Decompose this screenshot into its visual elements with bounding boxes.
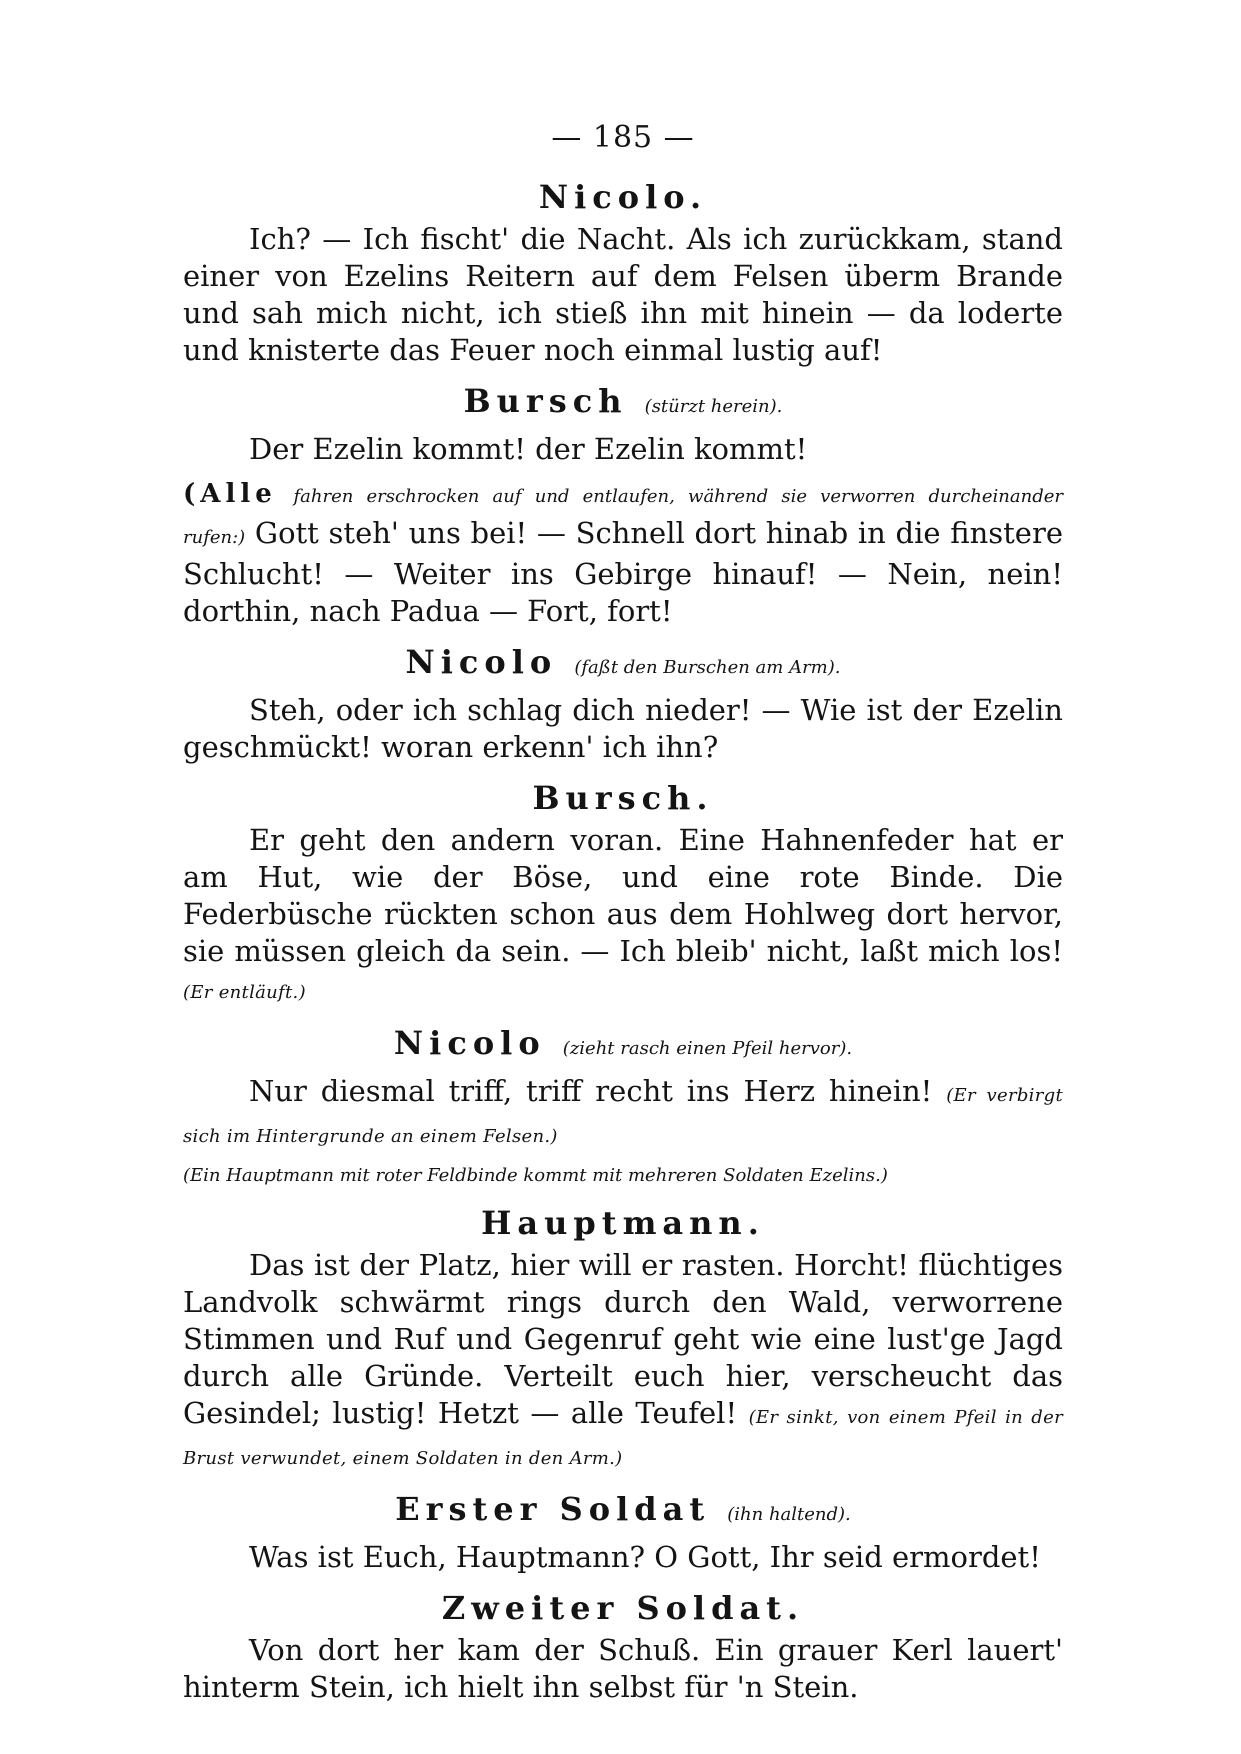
speaker-heading [183,778,1063,818]
speech-paragraph [183,822,1063,1011]
speaker-heading [183,1023,1063,1069]
stage-direction-paragraph: (Ein Hauptmann mit roter Feldbinde kommt mit mehreren Soldaten Ezelins.) [183,1165,888,1186]
page-number: — 185 — [551,120,695,155]
speaker-heading [183,1588,1063,1628]
speech-paragraph: Was ist Euch, Hauptmann? O Gott, Ihr seid ermordet! [249,1540,1041,1574]
stage-direction: (stürzt herein). [644,396,783,417]
speaker-name: Nicolo [393,1024,546,1062]
speech-paragraph [183,1247,1063,1477]
speech-text: Er geht den andern voran. Eine Hahnenfeder hat er am Hut, wie der Böse, und eine rote Binde. Die Federbüsche rückten schon aus dem Hohlweg dort hervor, sie müssen gleich da sein. — Ich bleib' nicht, laßt mich los! [183,823,1063,968]
speaker-heading [183,381,1063,427]
speaker-name: Bursch [463,382,628,420]
speech-paragraph: Der Ezelin kommt! der Ezelin kommt! [249,432,808,466]
stage-direction-paragraph [183,474,1063,630]
book-page [183,120,1063,1712]
stage-direction: (Er verbirgt sich im Hintergrunde an einem Felsen.) [183,1085,1064,1147]
speaker-name: Bursch. [532,779,714,817]
speech-paragraph [183,1073,1063,1155]
speaker-name: Erster Soldat [395,1490,711,1528]
stage-character-name: (Alle [183,479,277,509]
speech-paragraph: Von dort her kam der Schuß. Ein grauer Kerl lauert' hinterm Stein, ich hielt ihn selbst für 'n Stein. [183,1633,1063,1704]
stage-direction: fahren erschrocken auf und entlaufen, während sie verworren durcheinander rufen:) [183,486,1063,548]
speaker-name: Nicolo [405,643,558,681]
stage-direction: (Er sinkt, von einem Pfeil in der Brust verwundet, einem Soldaten in den Arm.) [183,1407,1063,1469]
stage-direction: (Er entläuft.) [183,982,306,1003]
stage-direction: (zieht rasch einen Pfeil hervor). [562,1038,853,1059]
stage-direction: (faßt den Burschen am Arm). [574,657,841,678]
speech-text: Nur diesmal triff, triff recht ins Herz hinein! [249,1074,933,1108]
speaker-heading [183,1489,1063,1535]
speech-text: Das ist der Platz, hier will er rasten. Horcht! flüchtiges Landvolk schwärmt rings durch den Wald, verworrene Stimmen und Ruf und Gegenruf geht wie eine lust'ge Jagd durch alle Gründe. Verteilt euch hier, verscheucht das Gesindel; lustig! Hetzt — alle Teufel! [183,1248,1063,1430]
speaker-heading [183,642,1063,688]
stage-direction: (ihn haltend). [727,1504,851,1525]
speaker-name: Hauptmann. [481,1204,765,1242]
speaker-heading [183,1203,1063,1243]
speech-paragraph: Ich? — Ich fischt' die Nacht. Als ich zurückkam, stand einer von Ezelins Reitern auf dem Felsen überm Brande und sah mich nicht, ich stieß ihn mit hinein — da loderte und knisterte das Feuer noch einmal lustig auf! [183,222,1063,367]
speaker-name: Nicolo. [538,178,708,216]
speech-text: Gott steh' uns bei! — Schnell dort hinab in die finstere Schlucht! — Weiter ins Gebirge hinauf! — Nein, nein! dorthin, nach Padua — Fort, fort! [183,516,1063,628]
speech-paragraph: Steh, oder ich schlag dich nieder! — Wie ist der Ezelin geschmückt! woran erkenn' ich ihn? [183,693,1063,764]
speaker-name: Zweiter Soldat. [441,1589,805,1627]
speaker-heading [183,177,1063,217]
